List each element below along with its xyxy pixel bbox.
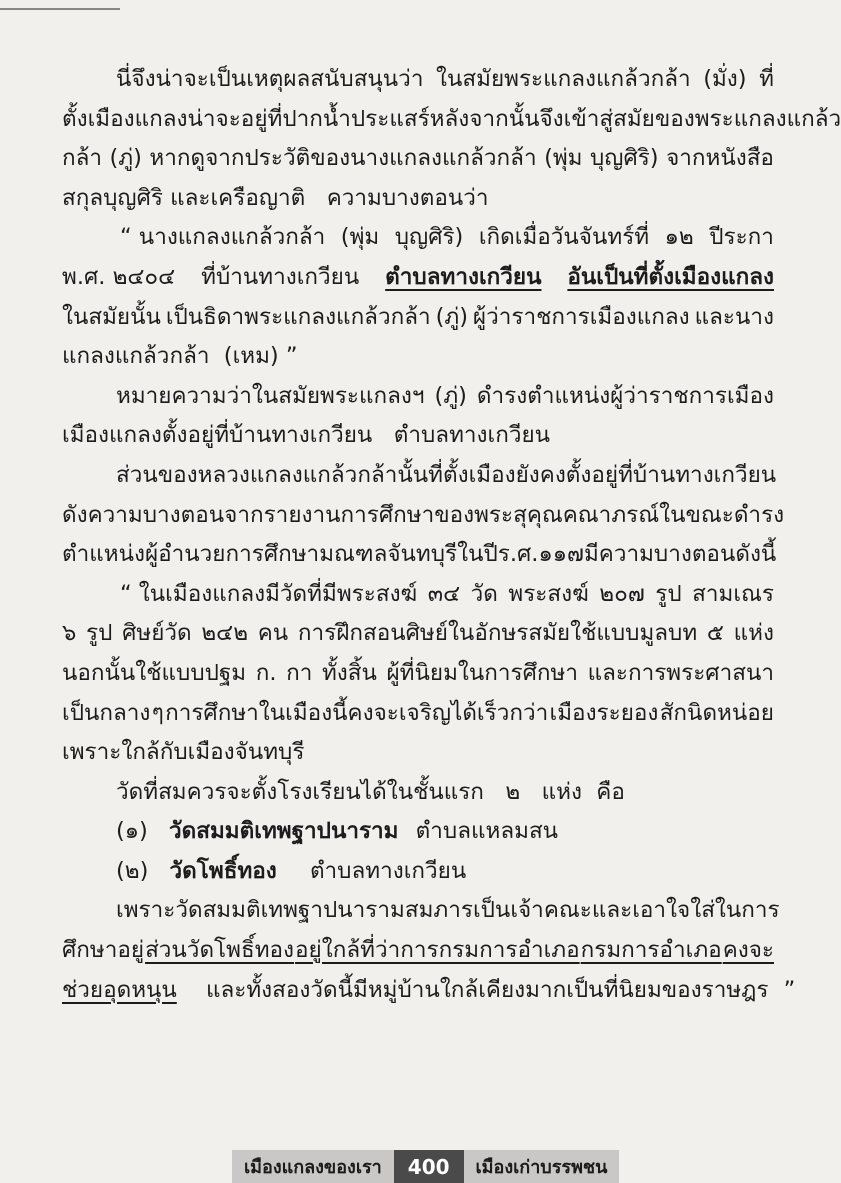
quote2-line1: “ ในเมืองแกลงมีวัดที่มีพระสงฆ์ ๓๔ วัด พระสงฆ์ ๒๐๗ รูป สามเณร [120,580,774,607]
quote2-line4: เป็นกลาง ๆ การศึกษาในเมืองนี้คงจะเจริญได้เร็วกว่า เมืองระยอง สักนิดหน่อย [62,699,774,726]
underlined-tambon: ตำบลทางเกวียน [385,263,542,290]
p1-line4: สกุลบุญศิริ และเครือญาติ ความบางตอนว่า [62,184,489,211]
list-item-1-number: (๑) [116,818,148,845]
p5-line3: ช่วยอุดหนุน และทั้งสองวัดนี้มีหมู่บ้านใกล้เคียงมากเป็นที่นิยมของราษฎร ” [62,976,796,1003]
quote2-line3: นอกนั้นใช้แบบปฐม ก. กา ทั้งสิ้น ผู้ที่นิยมในการศึกษา และการพระศาสนา [62,659,774,686]
underlined-town-site: อันเป็นที่ตั้งเมืองแกลง [567,263,774,290]
underlined-would: คงจะ [722,937,774,964]
quote1-line2: พ.ศ. ๒๔๐๔ ที่บ้านทางเกวียน ตำบลทางเกวียน อันเป็นที่ตั้งเมืองแกลง [62,258,774,298]
p1-line1: นี่จึงน่าจะเป็นเหตุผลสนับสนุนว่า ในสมัยพระแกลงแกล้วกล้า (มั่ง) ที่ [116,66,774,92]
body-text [62,60,841,1010]
list-item-2-name: วัดโพธิ์ทอง [169,857,277,884]
quote1-line4: แกลงแกล้วกล้า (เหม) ” [62,343,298,370]
p4-line1: วัดที่สมควรจะตั้งโรงเรียนได้ในชั้นแรก ๒ แห่ง คือ [116,778,625,805]
list-item-2-number: (๒) [116,857,149,884]
list-item-1-location: ตำบลแหลมสน [415,818,559,845]
p3-line2: ดังความบางตอนจากรายงานการศึกษา ของพระสุคุณคณาภรณ์ ในขณะดำรง [62,501,785,528]
p2-line2: เมืองแกลงตั้งอยู่ที่บ้านทางเกวียน ตำบลทางเกวียน [62,422,551,449]
list-item-1-name: วัดสมมติเทพฐาปนาราม [169,818,399,845]
p3-line3: ตำแหน่งผู้อำนวยการศึกษามณฑลจันทบุรี ในปี ร.ศ. ๑๑๗ มีความบางตอนดังนี้ [62,541,777,568]
p2-line1: หมายความว่าในสมัยพระแกลงฯ (ภู่) ดำรงตำแหน่งผู้ว่าราชการเมือง [116,382,774,409]
quote2-line5: เพราะใกล้กับเมืองจันทบุรี [62,739,305,766]
page-number: 400 [394,1150,464,1183]
underlined-near-district-office: อยู่ใกล้ที่ว่าการกรมการอำเภอ [295,937,580,964]
list-item-2-location: ตำบลทางเกวียน [309,857,467,884]
p5-line1: เพราะวัดสมมติเทพฐาปนาราม สมภารเป็นเจ้าคณะและเอาใจใส่ในการ [116,897,780,924]
p3-line1: ส่วนของหลวงแกลงแกล้วกล้า นั้น ที่ตั้งเมืองยังคงตั้งอยู่ที่บ้านทางเกวียน [116,461,777,488]
footer-book-title: เมืองแกลงของเรา [232,1150,394,1183]
list-item-1 [62,812,774,852]
p1-line3: กล้า (ภู่) หากดูจากประวัติของนางแกลงแกล้วกล้า (พุ่ม บุญศิริ) จากหนังสือ [62,145,774,172]
p1-line2: ตั้งเมืองแกลงน่าจะอยู่ที่ปากน้ำประแสร์ หลังจากนั้นจึงเข้าสู่สมัยของพระแกลงแกล้ว [62,105,841,132]
top-rule [0,0,120,10]
underlined-support: ช่วยอุดหนุน [62,976,177,1003]
underlined-wat-pho-thong: ส่วนวัดโพธิ์ทอง [145,937,295,964]
footer-section-title: เมืองเก่าบรรพชน [464,1150,620,1183]
list-item-2 [62,852,774,892]
underlined-district-officials: กรมการอำเภอ [580,937,722,964]
p5-line2: ศึกษาอยู่ ส่วนวัดโพธิ์ทอง อยู่ใกล้ที่ว่าการกรมการอำเภอ กรมการอำเภอ คงจะ [62,931,774,971]
page-footer [232,1150,619,1183]
quote2-line2: ๖ รูป ศิษย์วัด ๒๔๒ คน การฝึกสอนศิษย์ในอักษรสมัยใช้แบบมูลบท ๕ แห่ง [62,620,774,647]
quote1-line1: “ นางแกลงแกล้วกล้า (พุ่ม บุญศิริ) เกิดเมื่อวันจันทร์ที่ ๑๒ ปีระกา [120,224,774,251]
quote1-line3: ในสมัยนั้น เป็นธิดาพระแกลงแกล้วกล้า (ภู่) ผู้ว่าราชการเมืองแกลง และนาง [62,303,774,330]
